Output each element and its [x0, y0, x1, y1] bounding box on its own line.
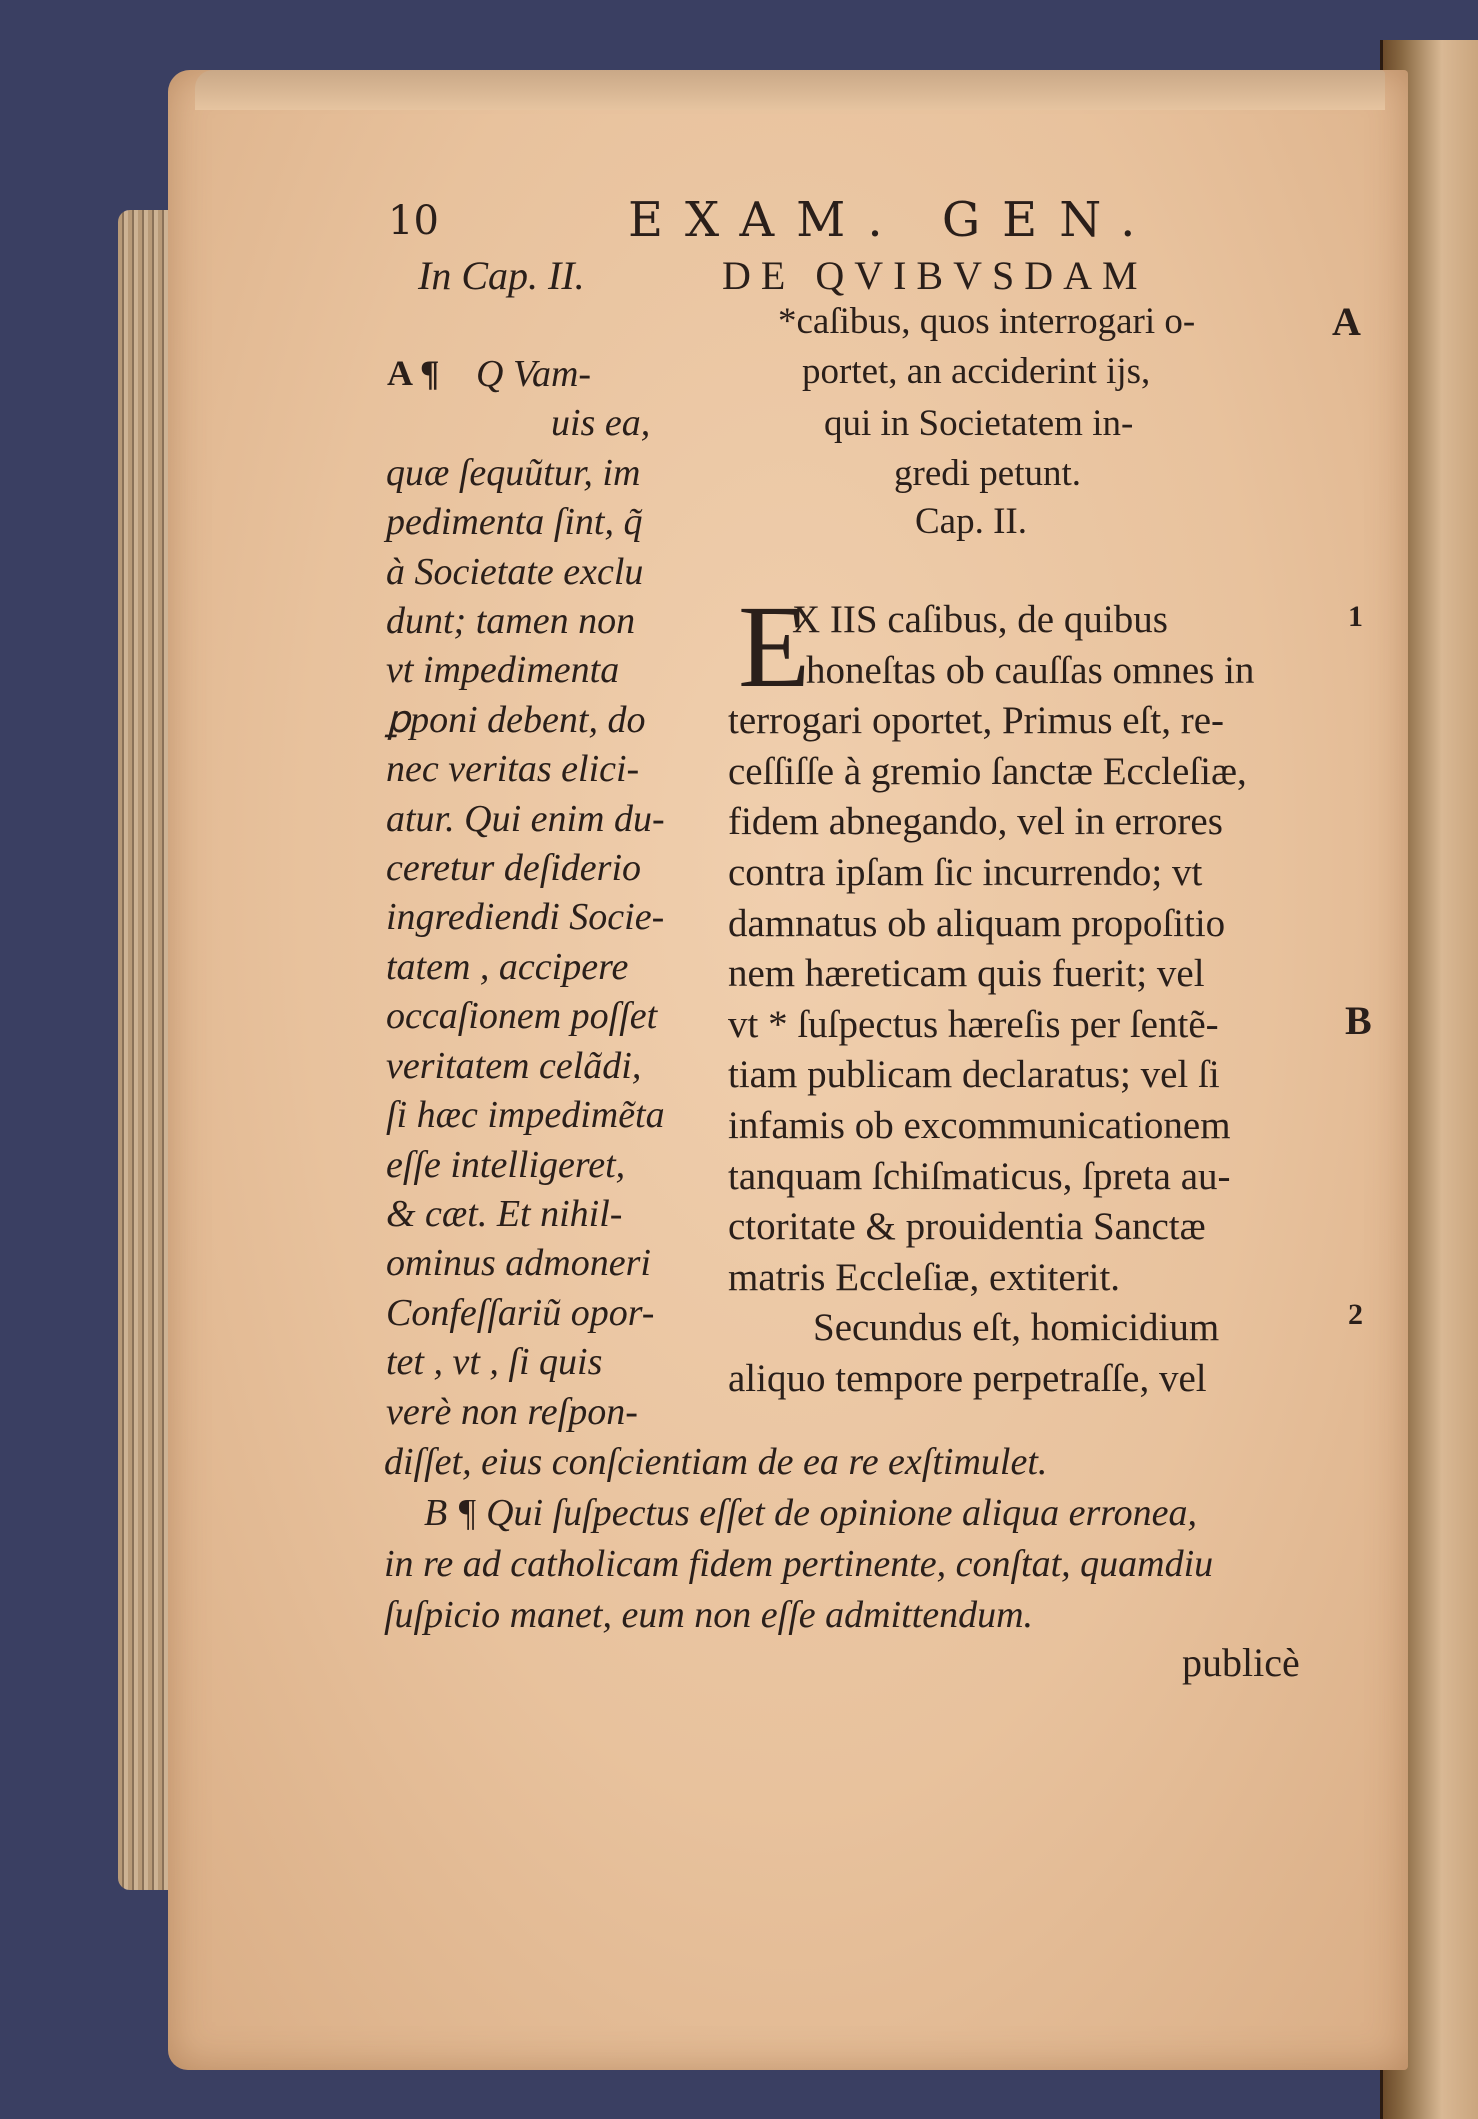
side-note-line: quæ ſequũtur, im: [386, 451, 641, 494]
side-note-line: eſſe intelligeret,: [386, 1143, 626, 1186]
main-line: nem hæreticam quis fuerit; vel: [728, 952, 1205, 996]
margin-letter-b: B: [1345, 998, 1372, 1043]
running-title: EXAM. GEN.: [628, 192, 1158, 248]
side-note-line: atur. Qui enim du-: [386, 797, 665, 840]
side-note-line: tatem , accipere: [386, 945, 629, 988]
main-text-body: [728, 595, 1328, 1405]
main-line: damnatus ob aliquam propoſitio: [728, 901, 1226, 945]
side-note-line: pedimenta ſint, q̃: [386, 501, 643, 544]
side-note-line: occaſionem poſſet: [386, 995, 658, 1038]
main-line: aliquo tempore perpetraſſe, vel: [728, 1356, 1207, 1400]
bottom-text-body: [384, 1437, 1213, 1641]
main-line: honeſtas ob cauſſas omnes in: [806, 648, 1255, 692]
drop-cap: E: [738, 581, 811, 712]
side-note-line: & cæt. Et nihil-: [386, 1192, 623, 1235]
bottom-line: diſſet, eius conſcientiam de ea re exſtimulet.: [384, 1441, 1048, 1483]
main-line: infamis ob excommunicationem: [728, 1103, 1231, 1147]
side-note-line: tet , vt , ſi quis: [386, 1341, 603, 1384]
margin-number-1: 1: [1348, 600, 1363, 633]
side-note-line: nec veritas elici-: [386, 748, 640, 791]
main-line: terrogari oportet, Primus eſt, re-: [728, 699, 1225, 743]
side-note-marker: A ¶: [387, 353, 440, 393]
bottom-line: B ¶ Qui ſuſpectus eſſet de opinione aliqua erronea,: [424, 1492, 1198, 1534]
side-note-line: vt impedimenta: [386, 649, 620, 692]
chapter-title: DE QVIBVSDAM: [722, 253, 1148, 298]
side-note-line: ceretur deſiderio: [386, 847, 642, 890]
main-line: tanquam ſchiſmaticus, ſpreta au-: [728, 1154, 1231, 1198]
side-note-line: uis ea,: [551, 402, 651, 445]
side-note-line: à Societate exclu: [386, 550, 644, 593]
main-line: X IIS caſibus, de quibus: [792, 598, 1168, 641]
catchword: publicè: [1182, 1640, 1300, 1685]
side-note-line: ꝑponi debent, do: [386, 698, 646, 741]
side-note-line: Confeſſariũ opor-: [386, 1291, 655, 1334]
main-line: tiam publicam declaratus; vel ſi: [728, 1053, 1220, 1097]
margin-letter-a: A: [1332, 299, 1361, 344]
chapter-title-line-1: *caſibus, quos interrogari o-: [778, 301, 1196, 342]
chapter-title-line-4: gredi petunt.: [894, 453, 1082, 494]
side-note-heading: In Cap. II.: [418, 253, 585, 298]
main-line: contra ipſam ſic incurrendo; vt: [728, 850, 1203, 894]
chapter-cap-label: Cap. II.: [915, 501, 1027, 542]
main-line: matris Eccleſiæ, extiterit.: [728, 1255, 1121, 1299]
side-note-line: Q Vam-: [476, 353, 592, 395]
side-note-line: ominus admoneri: [386, 1242, 651, 1285]
side-note-line: verè non reſpon-: [386, 1390, 638, 1433]
side-note-line: ingrediendi Socie-: [386, 896, 665, 939]
margin-number-2: 2: [1348, 1298, 1363, 1331]
main-line: fidem abnegando, vel in errores: [728, 800, 1223, 844]
page-top-edge: [195, 70, 1385, 110]
side-note-line: veritatem celãdi,: [386, 1044, 642, 1087]
side-note-line: ſi hæc impedimẽta: [386, 1094, 665, 1137]
side-note-body: [386, 350, 686, 1437]
chapter-title-line-2: portet, an acciderint ijs,: [802, 351, 1151, 392]
chapter-title-line-3: qui in Societatem in-: [824, 403, 1134, 444]
main-line: Secundus eſt, homicidium: [813, 1306, 1220, 1350]
main-line: ceſſiſſe à gremio ſanctæ Eccleſiæ,: [728, 749, 1247, 793]
page-number: 10: [388, 198, 439, 244]
main-line: vt * ſuſpectus hæreſis per ſentẽ-: [728, 1002, 1219, 1046]
bottom-line: in re ad catholicam fidem pertinente, conſtat, quamdiu: [384, 1543, 1214, 1585]
bottom-line: ſuſpicio manet, eum non eſſe admittendum.: [384, 1594, 1034, 1636]
side-note-line: dunt; tamen non: [386, 600, 636, 643]
main-line: ctoritate & prouidentia Sanctæ: [728, 1205, 1206, 1249]
